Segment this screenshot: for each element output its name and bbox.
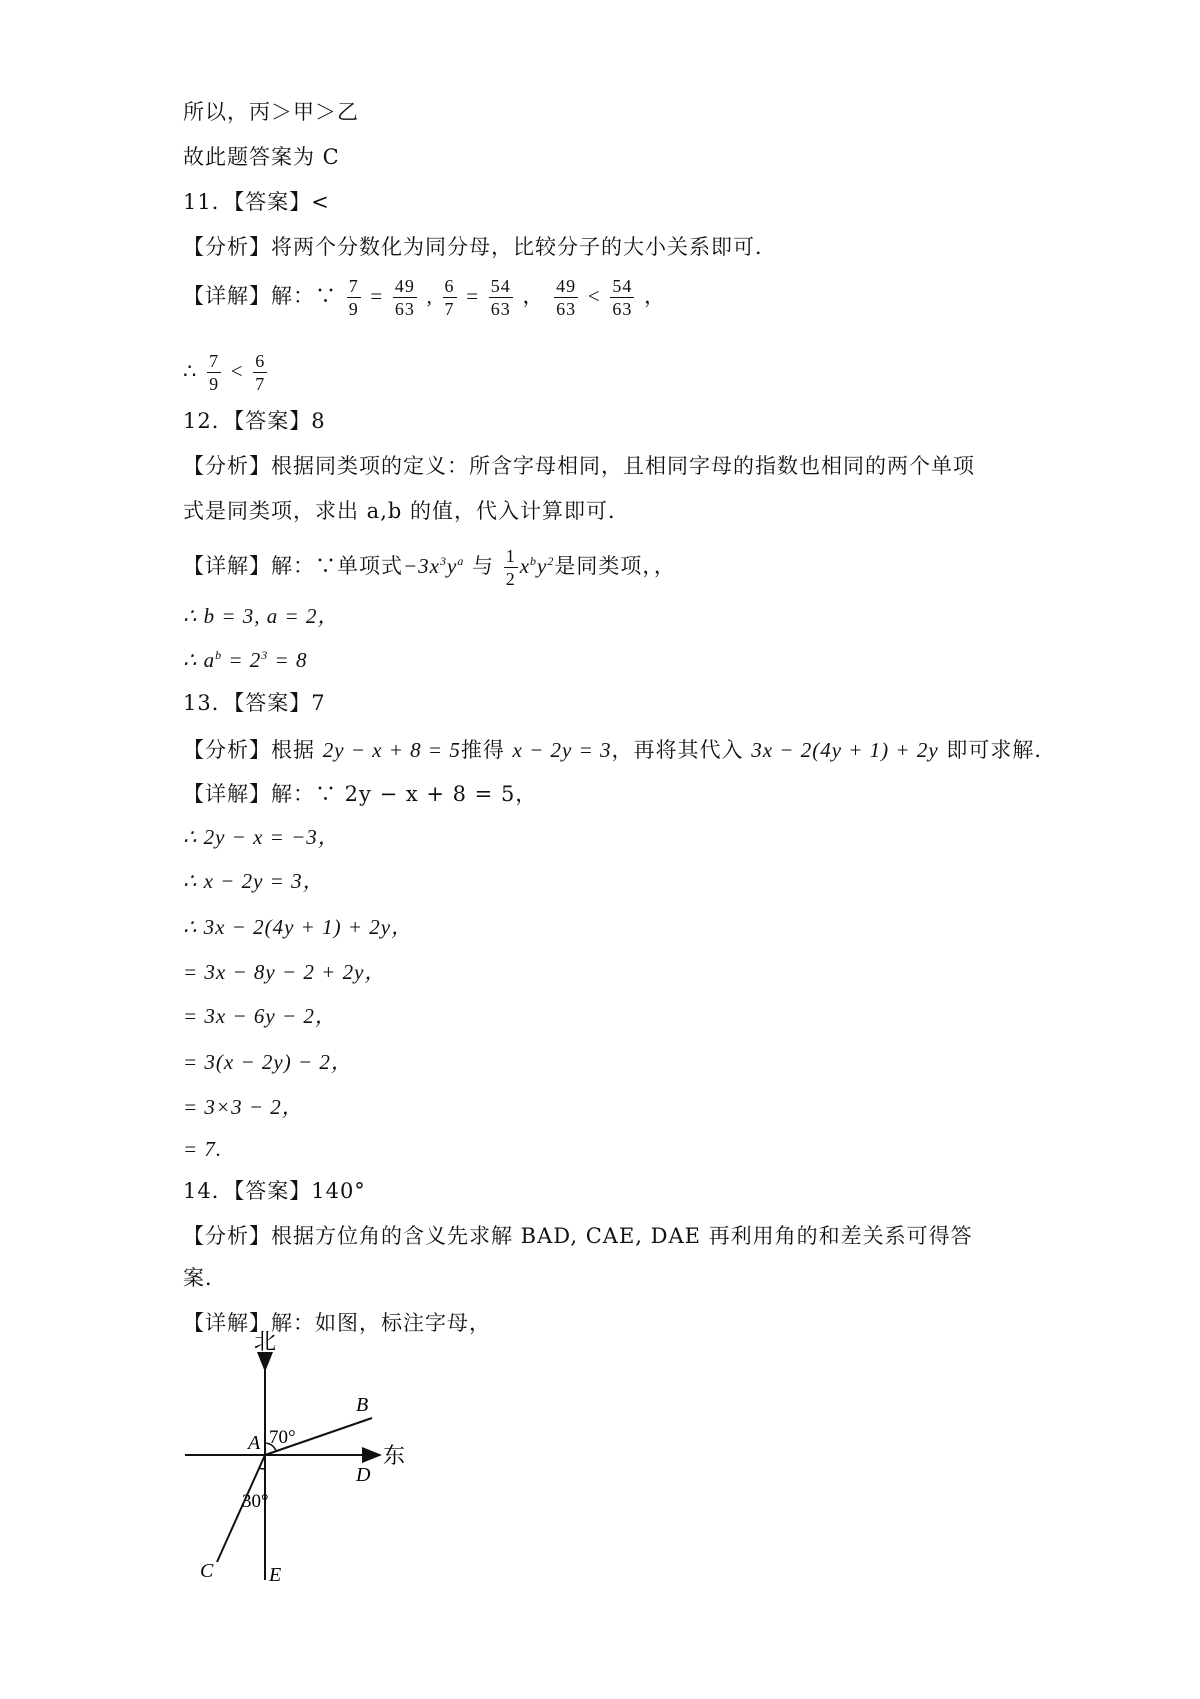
text-line: 所以，丙＞甲＞乙	[183, 100, 359, 124]
equals-sign: =	[370, 284, 384, 308]
denominator: 7	[444, 299, 455, 319]
q13-step: ∴ x − 2y = 3，	[183, 869, 325, 893]
equals-sign: =	[466, 284, 480, 308]
equation: x − 2y = 3	[512, 738, 612, 762]
fraction	[393, 275, 417, 320]
q13-step: ∴ 2y − x = −3，	[183, 825, 340, 849]
monomial-part: x	[519, 554, 531, 578]
angle-70-label: 70°	[269, 1427, 296, 1448]
q13-analysis-part: 【分析】根据	[183, 738, 323, 762]
q12-detail	[183, 545, 676, 590]
denominator: 63	[612, 299, 633, 319]
fraction	[253, 350, 267, 395]
q14-analysis: 【分析】根据方位角的含义先求解 BAD, CAE, DAE 再利用角的和差关系可得答	[183, 1224, 973, 1248]
q13-step: = 3(x − 2y) − 2，	[183, 1050, 353, 1074]
q12-answer: 12．【答案】8	[183, 409, 326, 433]
q11-detail	[183, 275, 666, 320]
q12-detail-mid: 与	[472, 554, 495, 578]
q12-detail-prefix: 【详解】解：∵单项式	[183, 554, 403, 578]
denominator: 7	[255, 374, 266, 394]
q12-step1: ∴ b = 3, a = 2，	[183, 604, 340, 628]
q13-analysis	[183, 735, 1056, 765]
fraction	[610, 275, 634, 320]
q14-answer: 14．【答案】140°	[183, 1179, 366, 1203]
fraction	[504, 545, 518, 590]
numerator: 54	[490, 276, 511, 296]
q12-step2	[183, 645, 307, 675]
point-b-label: B	[356, 1394, 369, 1416]
equation: 3x − 2(4y + 1) + 2y	[751, 738, 939, 762]
direction-angle-figure	[180, 1325, 440, 1585]
exponent: a	[457, 554, 465, 568]
fraction	[207, 350, 221, 395]
q13-step: = 3x − 6y − 2，	[183, 1004, 337, 1028]
monomial-part: y	[447, 554, 458, 578]
q12-analysis: 式是同类项，求出 a,b 的值，代入计算即可．	[183, 499, 630, 523]
denominator: 63	[490, 299, 511, 319]
numerator: 54	[612, 276, 633, 296]
q13-step: = 3x − 8y − 2 + 2y，	[183, 960, 387, 984]
point-e-label: E	[269, 1564, 282, 1585]
q14-analysis: 案．	[183, 1266, 227, 1290]
monomial	[520, 554, 555, 578]
point-c-label: C	[200, 1560, 214, 1582]
denominator: 9	[209, 374, 220, 394]
q11-therefore	[183, 350, 269, 395]
q12-step2-suffix: = 2	[222, 648, 262, 672]
denominator: 9	[348, 299, 359, 319]
text-line: 故此题答案为 C	[183, 145, 340, 169]
q13-answer: 13．【答案】7	[183, 691, 326, 715]
numerator: 1	[505, 546, 516, 566]
q13-analysis-part: ，再将其代入	[611, 738, 752, 762]
therefore-sign: ∴	[183, 359, 198, 383]
fraction	[489, 275, 513, 320]
angle-30-label: 30°	[242, 1491, 269, 1512]
numerator: 49	[556, 276, 577, 296]
denominator: 63	[556, 299, 577, 319]
monomial	[403, 554, 464, 578]
q14-detail: 【详解】解：如图，标注字母，	[183, 1311, 491, 1335]
denominator: 63	[394, 299, 415, 319]
less-than-sign: <	[587, 284, 601, 308]
point-d-label: D	[356, 1464, 371, 1486]
separator: ，	[644, 284, 667, 308]
q13-step: ∴ 3x − 2(4y + 1) + 2y，	[183, 915, 414, 939]
north-label: 北	[254, 1329, 277, 1354]
monomial-part: y	[537, 554, 548, 578]
numerator: 49	[394, 276, 415, 296]
q13-analysis-part: 即可求解．	[938, 738, 1057, 762]
q11-analysis: 【分析】将两个分数化为同分母，比较分子的大小关系即可．	[183, 235, 777, 259]
point-a-label: A	[248, 1432, 261, 1454]
exponent: b	[530, 554, 538, 568]
q13-analysis-part: 推得	[460, 738, 513, 762]
fraction	[443, 275, 457, 320]
exponent: 2	[547, 554, 555, 568]
exponent: 3	[440, 554, 447, 568]
fraction	[554, 275, 578, 320]
comma: ,	[426, 284, 433, 308]
separator: ，	[522, 284, 545, 308]
q11-answer: 11．【答案】<	[183, 190, 330, 214]
q12-analysis: 【分析】根据同类项的定义：所含字母相同，且相同字母的指数也相同的两个单项	[183, 454, 975, 478]
q13-step: = 3×3 − 2，	[183, 1095, 304, 1119]
numerator: 7	[209, 351, 220, 371]
q12-step2-prefix: ∴ a	[183, 648, 216, 672]
q12-step2-end: = 8	[268, 648, 308, 672]
numerator: 6	[444, 276, 455, 296]
east-label: 东	[383, 1443, 406, 1468]
fraction	[347, 275, 361, 320]
exponent: 3	[261, 648, 269, 662]
q11-detail-prefix: 【详解】解：∵	[183, 284, 337, 308]
equation: 2y − x + 8 = 5	[322, 738, 461, 762]
numerator: 7	[348, 276, 359, 296]
q13-step: = 7.	[183, 1137, 223, 1161]
less-than-sign: <	[230, 359, 244, 383]
numerator: 6	[255, 351, 266, 371]
exponent: b	[215, 648, 223, 662]
denominator: 2	[505, 569, 516, 589]
monomial-part: −3x	[403, 554, 440, 578]
q13-detail: 【详解】解：∵ 2y − x + 8 = 5，	[183, 782, 538, 806]
q12-detail-suffix: 是同类项，，	[554, 554, 676, 578]
